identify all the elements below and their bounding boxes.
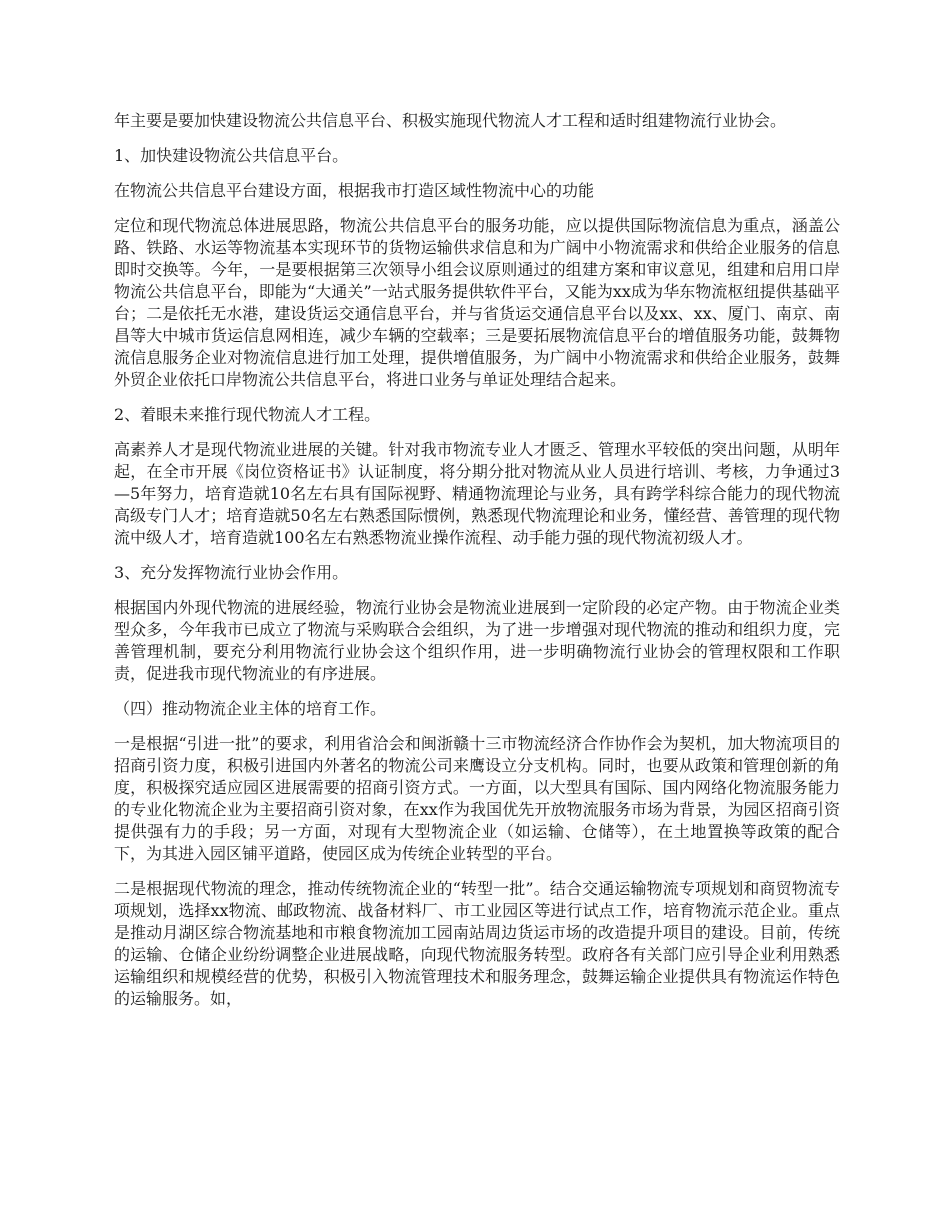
paragraph-association-body: 根据国内外现代物流的进展经验，物流行业协会是物流业进展到一定阶段的必定产物。由于物流企业类型众多，今年我市已成立了物流与采购联合会组织，为了进一步增强对现代物流的推动和组织力度，完善管理机制，要充分利用物流行业协会这个组织作用，进一步明确物流行业协会的管理权限和工作职责，促进我市现代物流业的有序进展。 <box>114 598 840 683</box>
heading-talent-project: 2、着眼未来推行现代物流人才工程。 <box>114 405 381 424</box>
paragraph-introduce-batch: 一是根据“引进一批”的要求，利用省洽会和闽浙赣十三市物流经济合作协作会为契机，加大物流项目的招商引资力度，积极引进国内外著名的物流公司来鹰设立分支机构。同时，也要从政策和管理创新的角度，积极探究适应园区进展需要的招商引资方式。一方面，以大型具有国际、国内网络化物流服务能力的专业化物流企业为主要招商引资对象，在xx作为我国优先开放物流服务市场为背景，为园区招商引资提供强有力的手段；另一方面，对现有大型物流企业（如运输、仓储等），在土地置换等政策的配合下，为其进入园区铺平道路，使园区成为传统企业转型的平台。 <box>114 734 840 863</box>
heading-industry-association: 3、充分发挥物流行业协会作用。 <box>114 563 349 582</box>
heading-info-platform: 1、加快建设物流公共信息平台。 <box>114 146 349 165</box>
paragraph-talent-body: 高素养人才是现代物流业进展的关键。针对我市物流专业人才匮乏、管理水平较低的突出问题，从明年起，在全市开展《岗位资格证书》认证制度，将分期分批对物流从业人员进行培训、考核，力争通过3—5年努力，培育造就10名左右具有国际视野、精通物流理论与业务，具有跨学科综合能力的现代物流高级专门人才；培育造就50名左右熟悉国际惯例，熟悉现代物流理论和业务，懂经营、善管理的现代物流中级人才，培育造就100名左右熟悉物流业操作流程、动手能力强的现代物流初级人才。 <box>114 440 840 547</box>
paragraph-intro: 年主要是要加快建设物流公共信息平台、积极实施现代物流人才工程和适时组建物流行业协会。 <box>114 111 787 130</box>
paragraph-platform-body: 定位和现代物流总体进展思路，物流公共信息平台的服务功能，应以提供国际物流信息为重点，涵盖公路、铁路、水运等物流基本实现环节的货物运输供求信息和为广阔中小物流需求和供给企业服务的信息即时交换等。今年，一是要根据第三次领导小组会议原则通过的组建方案和审议意见，组建和启用口岸物流公共信息平台，即能为“大通关”一站式服务提供软件平台，又能为xx成为华东物流枢纽提供基础平台；二是依托无水港，建设货运交通信息平台，并与省货运交通信息平台以及xx、xx、厦门、南京、南昌等大中城市货运信息网相连，减少车辆的空载率；三是要拓展物流信息平台的增值服务功能，鼓舞物流信息服务企业对物流信息进行加工处理，提供增值服务，为广阔中小物流需求和供给企业服务，鼓舞外贸企业依托口岸物流公共信息平台，将进口业务与单证处理结合起来。 <box>114 216 840 389</box>
document-page <box>114 110 840 1023</box>
heading-enterprise-cultivation: （四）推动物流企业主体的培育工作。 <box>114 699 387 718</box>
paragraph-platform-lead: 在物流公共信息平台建设方面，根据我市打造区域性物流中心的功能 <box>114 181 595 200</box>
paragraph-transform-batch: 二是根据现代物流的理念，推动传统物流企业的“转型一批”。结合交通运输物流专项规划和商贸物流专项规划，选择xx物流、邮政物流、战备材料厂、市工业园区等进行试点工作，培育物流示范企业。重点是推动月湖区综合物流基地和市粮食物流加工园南站周边货运市场的改造提升项目的建设。目前，传统的运输、仓储企业纷纷调整企业进展战略，向现代物流服务转型。政府各有关部门应引导企业利用熟悉运输组织和规模经营的优势，积极引入物流管理技术和服务理念，鼓舞运输企业提供具有物流运作特色的运输服务。如， <box>114 879 840 1008</box>
